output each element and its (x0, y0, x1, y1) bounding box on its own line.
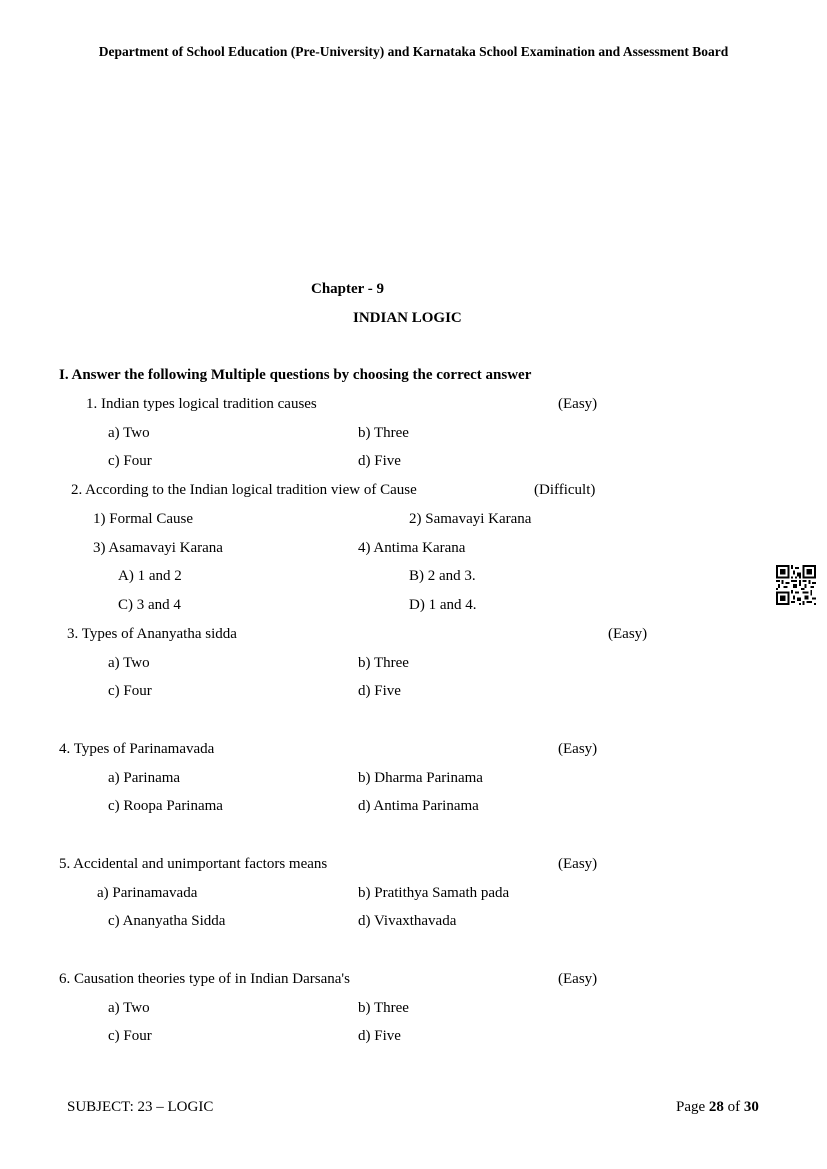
option-a: a) Parinamavada (97, 885, 198, 901)
qr-code-icon (776, 565, 816, 605)
question-5: 5. Accidental and unimportant factors means (59, 856, 328, 872)
option-c: c) Four (108, 1028, 152, 1044)
option-c: c) Roopa Parinama (108, 798, 223, 814)
question-1-difficulty: (Easy) (558, 396, 598, 412)
page-of: of (723, 1099, 744, 1115)
option-b: b) Three (358, 425, 409, 441)
option-b: B) 2 and 3. (409, 568, 476, 584)
chapter-number: Chapter - 9 (311, 281, 385, 297)
question-6: 6. Causation theories type of in Indian Darsana's (59, 971, 350, 987)
page-number (676, 1099, 759, 1116)
option-d: d) Vivaxthavada (358, 913, 457, 929)
option-b: b) Three (358, 655, 409, 671)
question-4-difficulty: (Easy) (558, 741, 598, 757)
question-2-difficulty: (Difficult) (534, 482, 596, 498)
footer-subject: SUBJECT: 23 – LOGIC (67, 1099, 214, 1115)
chapter-title: INDIAN LOGIC (353, 310, 462, 326)
question-1: 1. Indian types logical tradition causes (86, 396, 317, 412)
option-c: C) 3 and 4 (118, 597, 181, 613)
option-a: a) Two (108, 1000, 150, 1016)
option-d: d) Antima Parinama (358, 798, 479, 814)
section-instruction: I. Answer the following Multiple questions by choosing the correct answer (59, 367, 532, 383)
question-3-difficulty: (Easy) (608, 626, 648, 642)
option-b: b) Dharma Parinama (358, 770, 483, 786)
option-a: A) 1 and 2 (118, 568, 182, 584)
question-2: 2. According to the Indian logical tradition view of Cause (71, 482, 417, 498)
option-d: D) 1 and 4. (409, 597, 477, 613)
question-4: 4. Types of Parinamavada (59, 741, 215, 757)
option-d: d) Five (358, 683, 401, 699)
page-total: 30 (743, 1099, 759, 1115)
statement-1: 1) Formal Cause (93, 511, 193, 527)
statement-3: 3) Asamavayi Karana (93, 540, 223, 556)
statement-4: 4) Antima Karana (358, 540, 466, 556)
option-c: c) Ananyatha Sidda (108, 913, 226, 929)
page-prefix: Page (676, 1099, 709, 1115)
option-c: c) Four (108, 453, 152, 469)
option-d: d) Five (358, 453, 401, 469)
question-5-difficulty: (Easy) (558, 856, 598, 872)
page-current: 28 (708, 1099, 724, 1115)
option-a: a) Two (108, 425, 150, 441)
option-b: b) Three (358, 1000, 409, 1016)
page-header: Department of School Education (Pre-University) and Karnataka School Examination and Assessment Board (98, 44, 729, 59)
option-b: b) Pratithya Samath pada (358, 885, 510, 901)
option-d: d) Five (358, 1028, 401, 1044)
question-6-difficulty: (Easy) (558, 971, 598, 987)
statement-2: 2) Samavayi Karana (409, 511, 532, 527)
question-3: 3. Types of Ananyatha sidda (67, 626, 237, 642)
option-c: c) Four (108, 683, 152, 699)
option-a: a) Parinama (108, 770, 181, 786)
option-a: a) Two (108, 655, 150, 671)
